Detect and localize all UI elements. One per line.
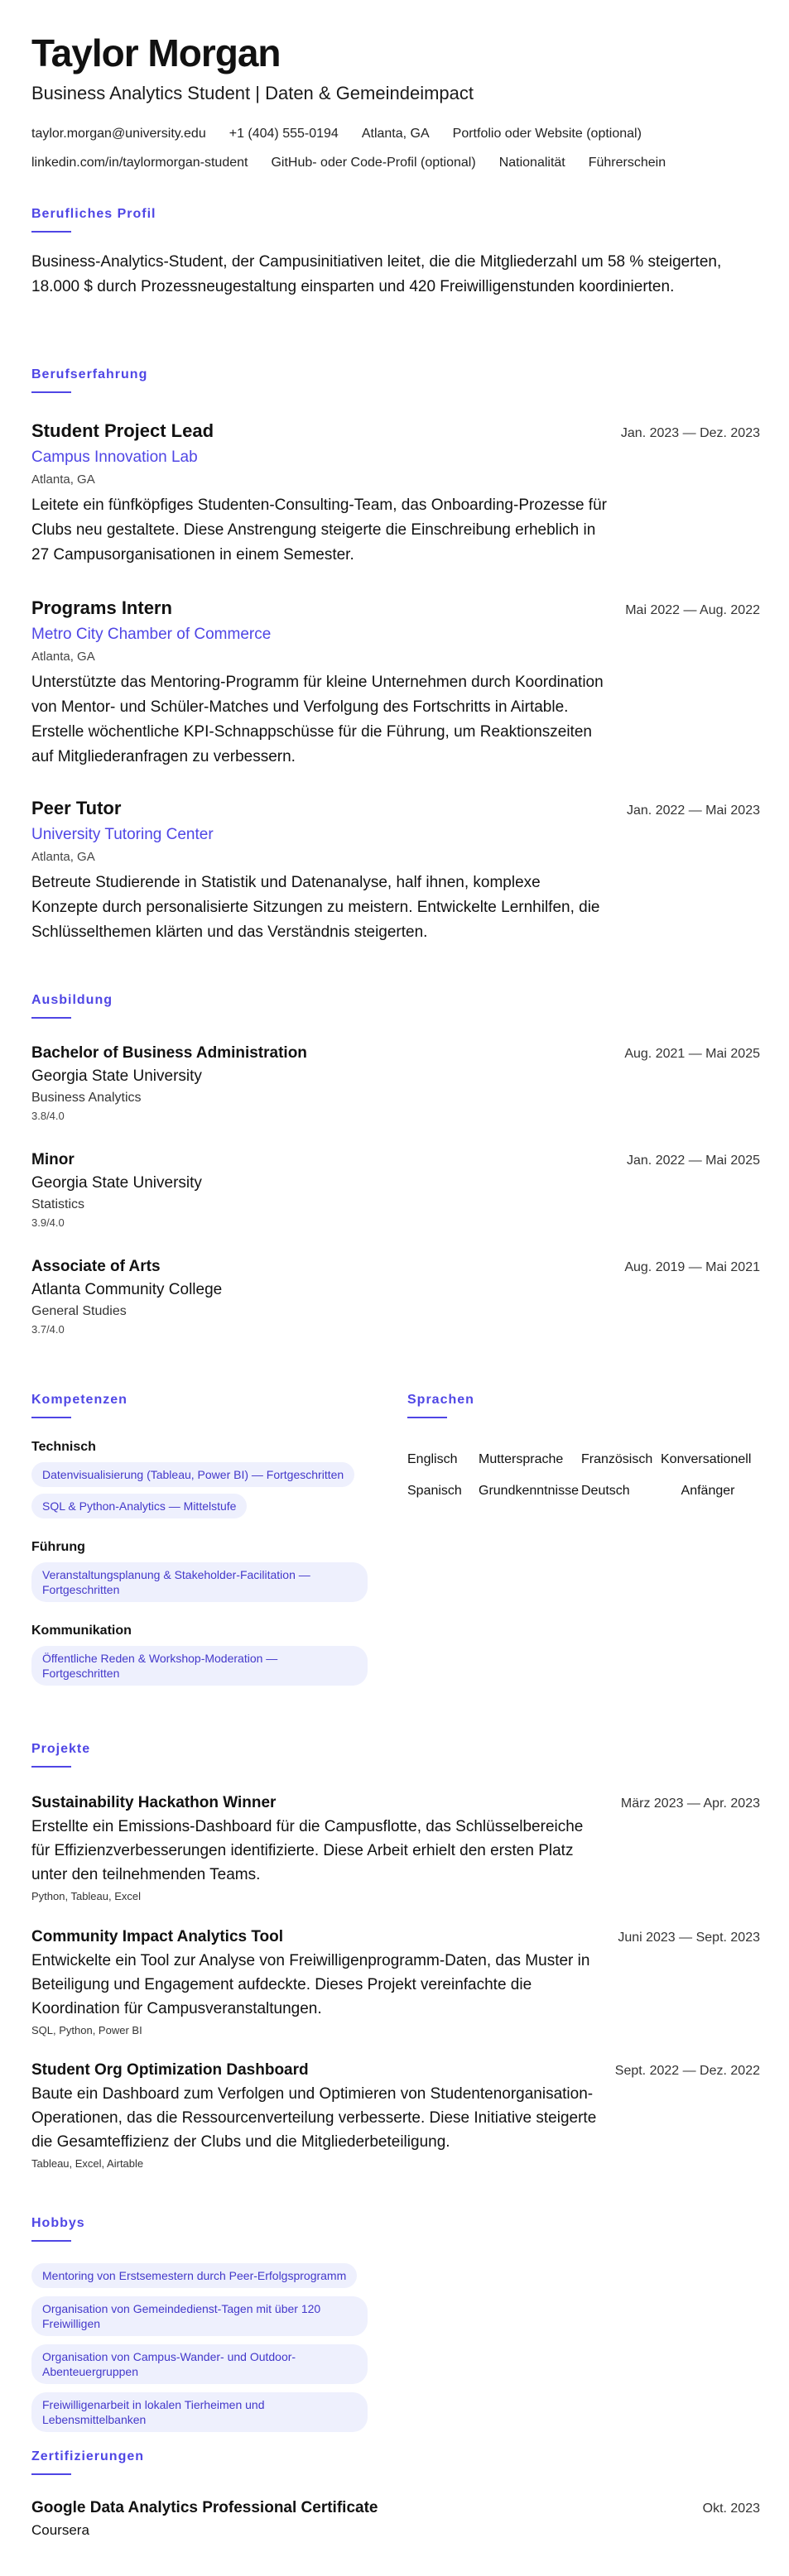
section-title-certifications: Zertifizierungen [31, 2449, 144, 2475]
hobby-pill: Mentoring von Erstsemestern durch Peer-Erfolgsprogramm [31, 2263, 357, 2288]
edu-school: Georgia State University [31, 1174, 202, 1192]
edu-gpa: 3.8/4.0 [31, 1110, 65, 1122]
edu-field: General Studies [31, 1304, 127, 1318]
language-name: Französisch [581, 1452, 653, 1466]
skill-pill: Veranstaltungsplanung & Stakeholder-Facilitation — Fortgeschritten [31, 1562, 368, 1602]
edu-field: Statistics [31, 1197, 85, 1211]
project-title: Community Impact Analytics Tool [31, 1928, 284, 1945]
job-location: Atlanta, GA [31, 650, 95, 664]
language-row [407, 1444, 772, 1475]
project-entry [31, 1794, 760, 1902]
job-company: Campus Innovation Lab [31, 449, 198, 466]
project-date: Juni 2023 — Sept. 2023 [618, 1931, 760, 1945]
contact-drivers-license: Führerschein [588, 155, 666, 170]
edu-degree: Associate of Arts [31, 1258, 161, 1275]
experience-entry [31, 798, 760, 945]
project-tech: Python, Tableau, Excel [31, 1890, 142, 1902]
job-title: Student Project Lead [31, 420, 214, 441]
project-entry [31, 2061, 760, 2170]
education-entry [31, 1258, 760, 1336]
candidate-name: Taylor Morgan [31, 31, 281, 74]
skill-group-title: Technisch [31, 1440, 96, 1454]
section-title-profile: Berufliches Profil [31, 207, 156, 233]
skill-pill: Datenvisualisierung (Tableau, Power BI) — Fortgeschritten [31, 1462, 354, 1487]
contact-phone[interactable]: +1 (404) 555-0194 [229, 126, 339, 141]
job-location: Atlanta, GA [31, 850, 95, 864]
project-tech: Tableau, Excel, Airtable [31, 2157, 144, 2170]
skill-group [31, 1540, 379, 1609]
project-date: Sept. 2022 — Dez. 2022 [614, 2064, 760, 2078]
edu-degree: Bachelor of Business Administration [31, 1044, 307, 1062]
certification-entry [31, 2499, 760, 2539]
edu-gpa: 3.9/4.0 [31, 1216, 65, 1229]
candidate-tagline: Business Analytics Student | Daten & Gemeindeimpact [31, 83, 474, 103]
job-title: Programs Intern [31, 597, 172, 618]
project-description: Baute ein Dashboard zum Verfolgen und Optimieren von Studentenorganisation-Operationen, das die Ressourcenverteilung verbesserte. Diese Initiative steigerte die Gesamteffizienz der Clubs und die Mitgliederbeteiligung. [31, 2085, 597, 2151]
edu-date: Aug. 2021 — Mai 2025 [624, 1047, 760, 1061]
education-entry [31, 1044, 760, 1122]
language-name: Deutsch [581, 1484, 630, 1498]
contact-nationality: Nationalität [498, 155, 565, 170]
edu-school: Atlanta Community College [31, 1281, 223, 1298]
language-row [407, 1475, 772, 1507]
section-title-languages: Sprachen [407, 1393, 474, 1418]
section-title-projects: Projekte [31, 1742, 90, 1768]
edu-degree: Minor [31, 1151, 75, 1168]
cert-name: Google Data Analytics Professional Certificate [31, 2499, 378, 2516]
edu-school: Georgia State University [31, 1067, 202, 1085]
language-name: Spanisch [407, 1484, 462, 1498]
contact-location: Atlanta, GA [361, 126, 430, 141]
job-description: Unterstützte das Mentoring-Programm für kleine Unternehmen durch Koordination von Mentor- und Schüler-Matches und Verfolgung des Fortschritts in Airtable. Erstelle wöchentliche KPI-Schnappschüsse für die Führung, um Reaktionszeiten auf Mitgliederanfragen zu verbessern. [31, 674, 604, 765]
skill-pill: SQL & Python-Analytics — Mittelstufe [31, 1494, 247, 1518]
edu-field: Business Analytics [31, 1091, 142, 1105]
project-tech: SQL, Python, Power BI [31, 2024, 142, 2036]
project-title: Sustainability Hackathon Winner [31, 1794, 277, 1811]
job-location: Atlanta, GA [31, 473, 95, 487]
edu-date: Aug. 2019 — Mai 2021 [624, 1260, 760, 1274]
language-level: Grundkenntnisse [479, 1484, 579, 1498]
profile-summary: Business-Analytics-Student, der Campusinitiativen leitet, die die Mitgliederzahl um 58 % steigerten, 18.000 $ durch Prozessneugestaltung einsparten und 420 Freiwilligenstunden koordinierten. [31, 253, 722, 295]
project-entry [31, 1928, 760, 2036]
contact-info [31, 119, 760, 177]
contact-github[interactable]: GitHub- oder Code-Profil (optional) [271, 155, 476, 170]
hobby-pill: Freiwilligenarbeit in lokalen Tierheimen und Lebensmittelbanken [31, 2392, 368, 2432]
skill-group [31, 1624, 379, 1692]
job-date: Mai 2022 — Aug. 2022 [625, 603, 760, 617]
skill-group-title: Kommunikation [31, 1624, 132, 1638]
languages-list [407, 1444, 772, 1507]
section-title-experience: Berufserfahrung [31, 367, 147, 393]
contact-email[interactable]: taylor.morgan@university.edu [31, 126, 206, 141]
contact-row [31, 148, 760, 177]
language-level: Anfänger [681, 1484, 735, 1498]
experience-entry [31, 420, 760, 568]
section-title-education: Ausbildung [31, 993, 113, 1019]
edu-gpa: 3.7/4.0 [31, 1323, 65, 1336]
language-name: Englisch [407, 1452, 458, 1466]
language-level: Konversationell [661, 1452, 752, 1466]
skill-group [31, 1440, 379, 1525]
experience-entry [31, 597, 760, 770]
job-title: Peer Tutor [31, 798, 122, 818]
education-entry [31, 1151, 760, 1229]
skill-pill: Öffentliche Reden & Workshop-Moderation — Fortgeschritten [31, 1646, 368, 1686]
job-date: Jan. 2023 — Dez. 2023 [620, 426, 760, 440]
contact-linkedin[interactable]: linkedin.com/in/taylormorgan-student [31, 155, 248, 170]
section-title-hobbies: Hobbys [31, 2216, 85, 2242]
contact-portfolio[interactable]: Portfolio oder Website (optional) [452, 126, 642, 141]
job-description: Betreute Studierende in Statistik und Datenanalyse, half ihnen, komplexe Konzepte durch personalisierte Sitzungen zu meistern. Entwickelte Lernhilfen, die Schlüsselthemen klärten und das Verständnis steigerten. [31, 874, 600, 941]
project-title: Student Org Optimization Dashboard [31, 2061, 309, 2079]
job-date: Jan. 2022 — Mai 2023 [627, 804, 760, 818]
hobbies-list [31, 2263, 760, 2440]
resume-header [31, 30, 760, 104]
section-title-skills: Kompetenzen [31, 1393, 127, 1418]
job-company: University Tutoring Center [31, 826, 214, 843]
project-date: März 2023 — Apr. 2023 [620, 1796, 760, 1811]
project-description: Erstellte ein Emissions-Dashboard für die Campusflotte, das Schlüsselbereiche für Effizienzverbesserungen identifizierte. Diese Arbeit erhielt den ersten Platz unter den teilnehmenden Teams. [31, 1818, 584, 1883]
cert-date: Okt. 2023 [702, 2502, 760, 2516]
job-description: Leitete ein fünfköpfiges Studenten-Consulting-Team, das Onboarding-Prozesse für Clubs neu gestaltete. Diese Anstrengung steigerte die Einschreibung erheblich in 27 Campusorganisationen in einem Semester. [31, 496, 607, 564]
skill-group-title: Führung [31, 1540, 85, 1554]
hobby-pill: Organisation von Campus-Wander- und Outdoor-Abenteuergruppen [31, 2344, 368, 2384]
edu-date: Jan. 2022 — Mai 2025 [627, 1154, 760, 1168]
cert-issuer: Coursera [31, 2522, 89, 2538]
skills-list [31, 1440, 379, 1707]
language-level: Muttersprache [479, 1452, 564, 1466]
project-description: Entwickelte ein Tool zur Analyse von Freiwilligenprogramm-Daten, das Muster in Beteiligung und Engagement aufdeckte. Dieses Projekt vereinfachte die Koordination für Campusveranstaltungen. [31, 1952, 590, 2017]
contact-row [31, 119, 760, 148]
job-company: Metro City Chamber of Commerce [31, 626, 272, 643]
hobby-pill: Organisation von Gemeindedienst-Tagen mit über 120 Freiwilligen [31, 2296, 368, 2336]
